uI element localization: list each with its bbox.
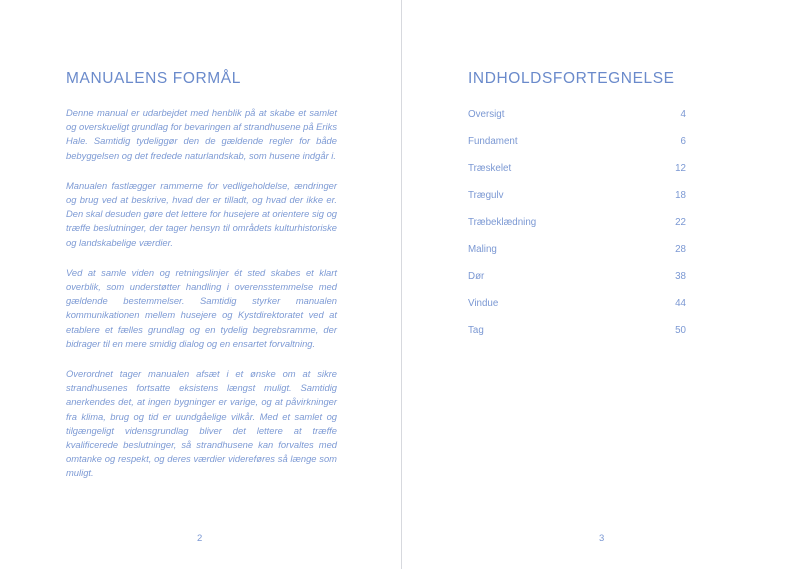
page-number-left: 2 xyxy=(197,533,203,544)
toc-entry-label: Oversigt xyxy=(468,109,505,120)
purpose-paragraph: Manualen fastlægger rammerne for vedligeholdelse, ændringer og brug ved at beskrive, hvad der er tilladt, og hvad der ikke er. Den skal desuden gøre det lettere for husejere at orientere sig og træffe beslutninger, der tager hensyn til områdets kulturhistoriske og landskabelige værdier. xyxy=(66,179,337,248)
toc-entry-page: 4 xyxy=(680,109,686,120)
toc-entry-fundament[interactable] xyxy=(468,135,686,162)
toc-entry-page: 28 xyxy=(675,244,686,255)
purpose-body xyxy=(66,106,337,497)
page-title-purpose: MANUALENS FORMÅL xyxy=(66,70,241,87)
toc-entry-traegulv[interactable] xyxy=(468,189,686,216)
toc-entry-label: Maling xyxy=(468,244,497,255)
toc-entry-page: 50 xyxy=(675,325,686,336)
toc-entry-label: Træbeklædning xyxy=(468,217,537,228)
toc-entry-page: 12 xyxy=(675,163,686,174)
table-of-contents xyxy=(468,108,686,351)
toc-entry-label: Vindue xyxy=(468,298,499,309)
toc-entry-vindue[interactable] xyxy=(468,297,686,324)
toc-entry-label: Trægulv xyxy=(468,190,504,201)
toc-entry-label: Fundament xyxy=(468,136,518,147)
toc-entry-maling[interactable] xyxy=(468,243,686,270)
toc-entry-oversigt[interactable] xyxy=(468,108,686,135)
left-page xyxy=(0,0,401,569)
toc-entry-label: Dør xyxy=(468,271,485,282)
purpose-paragraph: Overordnet tager manualen afsæt i et ønske om at sikre strandhusenes fortsatte eksistens længst muligt. Samtidig anerkendes det, at ingen bygninger er varige, og at påvirkninger fra klima, brug og tid er uundgåelige vilkår. Med et samlet og tilgængeligt vidensgrundlag bliver det lettere at træffe kvalificerede beslutninger, så strandhusene kan forvaltes med omtanke og respekt, og deres værdier videreføres så længe som muligt. xyxy=(66,368,337,479)
toc-entry-traebeklaedning[interactable] xyxy=(468,216,686,243)
toc-entry-page: 6 xyxy=(680,136,686,147)
toc-entry-doer[interactable] xyxy=(468,270,686,297)
toc-entry-tag[interactable] xyxy=(468,324,686,351)
page-number-right: 3 xyxy=(599,533,605,544)
purpose-paragraph: Ved at samle viden og retningslinjer ét sted skabes et klart overblik, som understøtter handling i overensstemmelse med gældende bestemmelser. Samtidig styrker manualen kommunikationen mellem husejere og Kystdirektoratet ved at etablere et fælles grundlag og en tydelig begrebsramme, der bidrager til en mere smidig dialog og en ensartet forvaltning. xyxy=(66,266,337,349)
page-title-contents: INDHOLDSFORTEGNELSE xyxy=(468,70,675,87)
toc-entry-page: 22 xyxy=(675,217,686,228)
toc-entry-page: 44 xyxy=(675,298,686,309)
toc-entry-traeskelet[interactable] xyxy=(468,162,686,189)
toc-entry-page: 38 xyxy=(675,271,686,282)
purpose-paragraph: Denne manual er udarbejdet med henblik på at skabe et samlet og overskueligt grundlag for bevaringen af strandhusene på Eriks Hale. Samtidig tydeliggør den de gældende regler for både bebyggelsen og det fredede naturlandskab, som husene indgår i. xyxy=(66,107,338,161)
toc-entry-label: Tag xyxy=(468,325,484,336)
toc-entry-label: Træskelet xyxy=(468,163,512,174)
toc-entry-page: 18 xyxy=(675,190,686,201)
right-page xyxy=(402,0,804,569)
